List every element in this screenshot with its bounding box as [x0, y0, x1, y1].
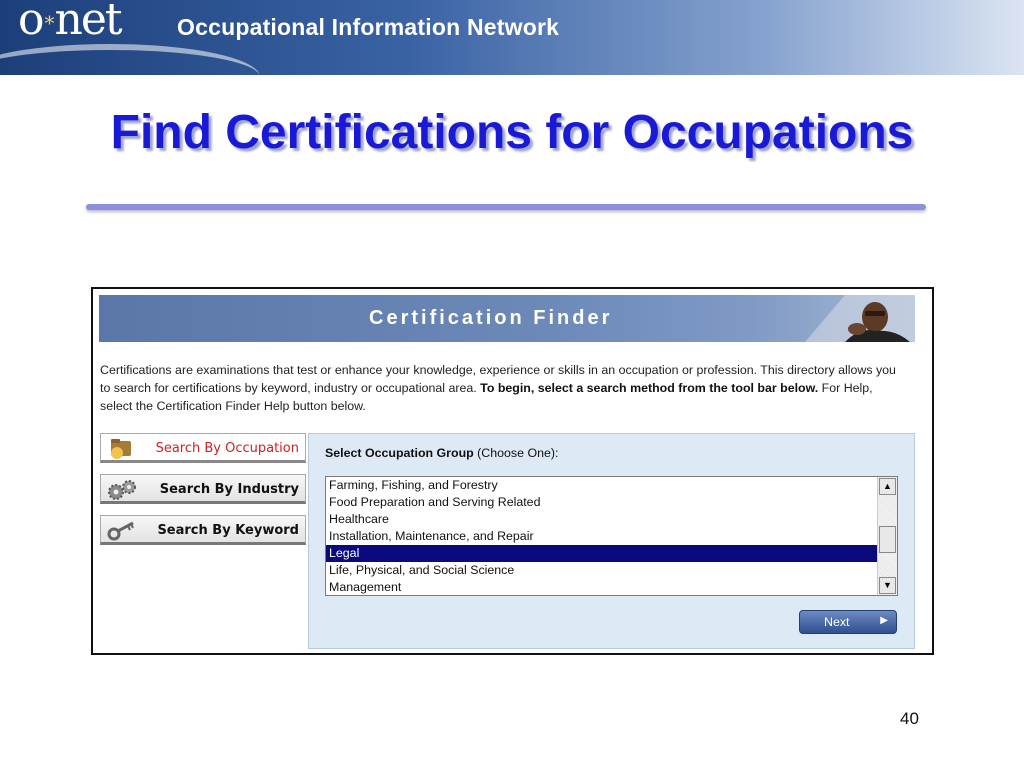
- search-toolbar: [100, 433, 307, 649]
- occupation-group-panel: [308, 433, 915, 649]
- occupation-group-listbox[interactable]: [325, 476, 898, 596]
- tool-label-keyword: Search By Keyword: [157, 523, 299, 538]
- banner-title: Occupational Information Network: [177, 14, 560, 40]
- search-by-keyword-button[interactable]: [100, 515, 306, 545]
- tool-label-industry: Search By Industry: [159, 482, 299, 497]
- gears-icon: [105, 478, 139, 500]
- logo-star-icon: *: [44, 10, 53, 35]
- list-item[interactable]: Management: [329, 580, 402, 594]
- person-photo-icon: [805, 295, 915, 342]
- intro-text: Certifications are examinations that test or enhance your knowledge, experience or skills in an occupation or profession. This directory allows you to search for certifications by keyword, industry or occupational area. To begin, select a search method from the tool bar below. For Help, select the Certification Finder Help button below.: [100, 363, 896, 413]
- slide-page-number: 40: [900, 709, 919, 728]
- onet-logo: o *net: [18, 0, 121, 45]
- onet-banner: [0, 0, 1024, 75]
- tool-label-occupation: Search By Occupation: [155, 441, 299, 456]
- right-arrow-icon: ▶: [880, 615, 888, 626]
- title-divider: [86, 204, 926, 210]
- next-button-label: Next: [824, 615, 850, 629]
- certification-finder-screenshot: [91, 287, 934, 655]
- slide-title: Find Certifications for Occupations: [110, 106, 914, 159]
- certification-finder-title: Certification Finder: [369, 307, 613, 329]
- key-icon: [105, 519, 139, 541]
- list-item[interactable]: Farming, Fishing, and Forestry: [329, 478, 498, 492]
- folder-hand-icon: [105, 437, 139, 459]
- list-item[interactable]: Life, Physical, and Social Science: [329, 563, 515, 577]
- listbox-scrollbar[interactable]: [877, 477, 897, 595]
- list-item[interactable]: Healthcare: [329, 512, 389, 526]
- next-button[interactable]: [799, 610, 897, 634]
- scrollbar-thumb[interactable]: [879, 526, 896, 553]
- occupation-group-heading: Select Occupation Group (Choose One):: [325, 446, 559, 460]
- search-by-occupation-button[interactable]: [100, 433, 306, 463]
- list-item[interactable]: Installation, Maintenance, and Repair: [329, 529, 534, 543]
- scroll-down-arrow-icon[interactable]: ▼: [879, 577, 896, 594]
- search-by-industry-button[interactable]: [100, 474, 306, 504]
- scroll-up-arrow-icon[interactable]: ▲: [879, 478, 896, 495]
- banner-swoosh: [0, 44, 260, 75]
- certification-finder-header: [99, 295, 915, 342]
- list-item-selected[interactable]: Legal: [326, 545, 897, 562]
- list-item[interactable]: Food Preparation and Serving Related: [329, 495, 541, 509]
